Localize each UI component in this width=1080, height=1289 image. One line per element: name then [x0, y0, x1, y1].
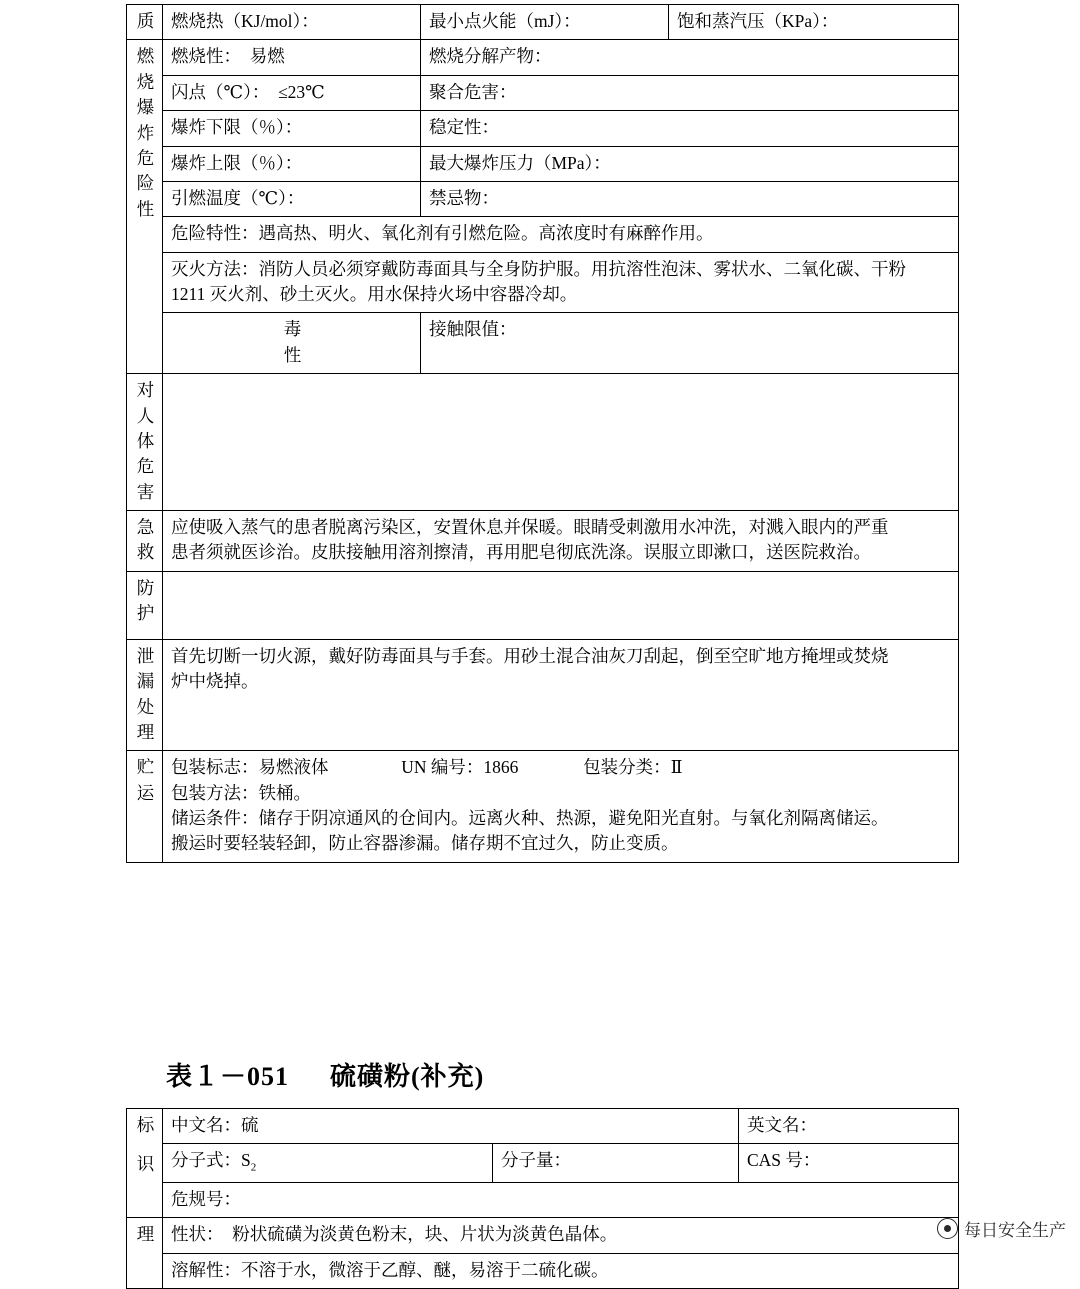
vlabel-gap — [135, 1138, 156, 1152]
cell-storage-transport — [163, 751, 959, 863]
table-row — [127, 146, 959, 181]
fire-line-1: 灭火方法：消防人员必须穿戴防毒面具与全身防护服。用抗溶性泡沫、雾状水、二氧化碳、干粉 — [171, 258, 906, 279]
table-row — [127, 111, 959, 146]
cell-first-aid — [163, 511, 959, 572]
storage-line-2: 包装方法：铁桶。 — [171, 782, 311, 803]
cell-danger-code: 危规号： — [163, 1182, 959, 1217]
table-row — [127, 571, 959, 639]
vlabel-char: 处 — [136, 696, 155, 717]
vlabel-char: 急 — [136, 517, 155, 537]
cell-english-name: 英文名： — [739, 1109, 959, 1144]
wechat-account-icon — [937, 1218, 958, 1239]
table-row — [127, 252, 959, 313]
formula-subscript: 2 — [250, 1161, 257, 1174]
table-caption — [166, 1056, 484, 1093]
cell-min-ignition-energy: 最小点火能（mJ）： — [421, 5, 669, 40]
vlabel-char: 防 — [136, 577, 155, 598]
row-label-protection — [127, 571, 163, 639]
row-label-leak-handling — [127, 639, 163, 751]
row-label-toxicity — [163, 313, 421, 374]
caption-number: 表１－051 — [166, 1062, 290, 1091]
row-label-first-aid — [127, 511, 163, 572]
table-row — [127, 181, 959, 216]
vlabel-char: 贮 — [136, 757, 155, 778]
cell-decomposition-products: 燃烧分解产物： — [421, 40, 959, 75]
vlabel-char: 性 — [136, 198, 155, 219]
vlabel-char: 理 — [136, 721, 155, 742]
vlabel-char: 危 — [136, 456, 155, 477]
cell-exposure-limit: 接触限值： — [421, 313, 959, 374]
fire-line-2: 1211 灭火剂、砂土灭火。用水保持火场中容器冷却。 — [171, 284, 578, 304]
table-row — [127, 1109, 959, 1144]
vlabel-char: 炸 — [136, 122, 155, 143]
vlabel-char: 标 — [136, 1115, 155, 1135]
first-aid-line-1: 应使吸入蒸气的患者脱离污染区，安置休息并保暖。眼睛受刺激用水冲洗，对溅入眼内的严重 — [171, 517, 889, 537]
cell-property: 性状： 粉状硫磺为淡黄色粉末，块、片状为淡黄色晶体。 — [163, 1218, 959, 1253]
cell-hazard-characteristics: 危险特性：遇高热、明火、氧化剂有引燃危险。高浓度时有麻醉作用。 — [163, 217, 959, 252]
vlabel-char: 险 — [136, 173, 155, 194]
table-row — [127, 374, 959, 511]
cell-cas-number: CAS 号： — [739, 1144, 959, 1182]
msds-top-table — [126, 4, 959, 863]
cell-flash-point: 闪点（℃）： ≤23℃ — [163, 75, 421, 110]
vlabel-char: 漏 — [136, 671, 155, 692]
storage-line-4: 搬运时要轻装轻卸，防止容器渗漏。储存期不宜过久，防止变质。 — [171, 833, 679, 854]
vlabel-char: 燃 — [136, 46, 155, 67]
cell-leak-handling — [163, 639, 959, 751]
vlabel-char: 害 — [136, 481, 155, 502]
cell-molecular-weight: 分子量： — [493, 1144, 739, 1182]
vlabel-char: 识 — [136, 1154, 155, 1175]
table-row — [127, 511, 959, 572]
row-label-storage-transport — [127, 751, 163, 863]
vlabel-char: 护 — [136, 603, 155, 624]
cell-ignition-temperature: 引燃温度（℃）： — [163, 181, 421, 216]
watermark-text: 每日安全生产 — [964, 1221, 1066, 1240]
cell-combustion-heat: 燃烧热（KJ/mol）： — [163, 5, 421, 40]
table-row — [127, 1144, 959, 1182]
row-label-physical-properties: 理 — [127, 1218, 163, 1289]
cell-incompatible-materials: 禁忌物： — [421, 181, 959, 216]
cell-upper-explosion-limit: 爆炸上限（％）： — [163, 146, 421, 181]
cell-max-explosion-pressure: 最大爆炸压力（MPa）： — [421, 146, 959, 181]
table-row — [127, 5, 959, 40]
first-aid-line-2: 患者须就医诊治。皮肤接触用溶剂擦清，再用肥皂彻底洗涤。误服立即漱口，送医院救治。 — [171, 542, 871, 563]
cell-solubility: 溶解性：不溶于水，微溶于乙醇、醚，易溶于二硫化碳。 — [163, 1253, 959, 1288]
storage-line-1 — [171, 755, 952, 780]
vlabel-char: 泄 — [136, 645, 155, 666]
cell-saturated-vapor-pressure: 饱和蒸汽压（KPa）： — [669, 5, 959, 40]
table-row — [127, 751, 959, 863]
cell-flammability: 燃烧性： 易燃 — [163, 40, 421, 75]
table-row — [127, 1253, 959, 1288]
table-row — [127, 1218, 959, 1253]
vlabel-char: 性 — [283, 344, 302, 365]
leak-line-2: 炉中烧掉。 — [171, 671, 259, 692]
vlabel-char: 对 — [136, 380, 155, 401]
row-label-quality: 质 — [127, 5, 163, 40]
vlabel-char: 体 — [136, 430, 155, 451]
wechat-watermark — [937, 1216, 1066, 1241]
table-row — [127, 1182, 959, 1217]
table-row — [127, 639, 959, 751]
row-label-fire-explosion-hazard — [127, 40, 163, 374]
leak-line-1: 首先切断一切火源，戴好防毒面具与手套。用砂土混合油灰刀刮起，倒至空旷地方掩埋或焚烧 — [171, 645, 889, 666]
cell-protection — [163, 571, 959, 639]
cell-fire-fighting-method — [163, 252, 959, 313]
caption-title: 硫磺粉(补充) — [330, 1062, 485, 1091]
msds-bottom-table — [126, 1108, 959, 1289]
cell-human-harm — [163, 374, 959, 511]
vlabel-char: 烧 — [136, 71, 155, 92]
row-label-identification — [127, 1109, 163, 1218]
table-row — [127, 75, 959, 110]
table-row — [127, 217, 959, 252]
packing-mark: 包装标志：易燃液体 — [171, 757, 329, 778]
un-number: UN 编号：1866 — [401, 757, 519, 778]
cell-chinese-name: 中文名：硫 — [163, 1109, 739, 1144]
formula-text: 分子式：S — [171, 1150, 251, 1171]
vlabel-char: 爆 — [136, 97, 155, 118]
storage-line-3: 储运条件：储存于阴凉通风的仓间内。远离火种、热源，避免阳光直射。与氧化剂隔离储运。 — [171, 808, 889, 828]
vlabel-char: 毒 — [283, 319, 302, 340]
vlabel-char: 运 — [136, 782, 155, 803]
cell-molecular-formula — [163, 1144, 493, 1182]
vlabel-char: 危 — [136, 147, 155, 168]
vlabel-char: 人 — [136, 405, 155, 426]
row-label-human-harm — [127, 374, 163, 511]
packing-class: 包装分类：Ⅱ — [583, 757, 683, 778]
cell-polymerization-hazard: 聚合危害： — [421, 75, 959, 110]
table-row — [127, 313, 959, 374]
cell-stability: 稳定性： — [421, 111, 959, 146]
vlabel-char: 救 — [136, 542, 155, 563]
table-row — [127, 40, 959, 75]
cell-lower-explosion-limit: 爆炸下限（％）： — [163, 111, 421, 146]
